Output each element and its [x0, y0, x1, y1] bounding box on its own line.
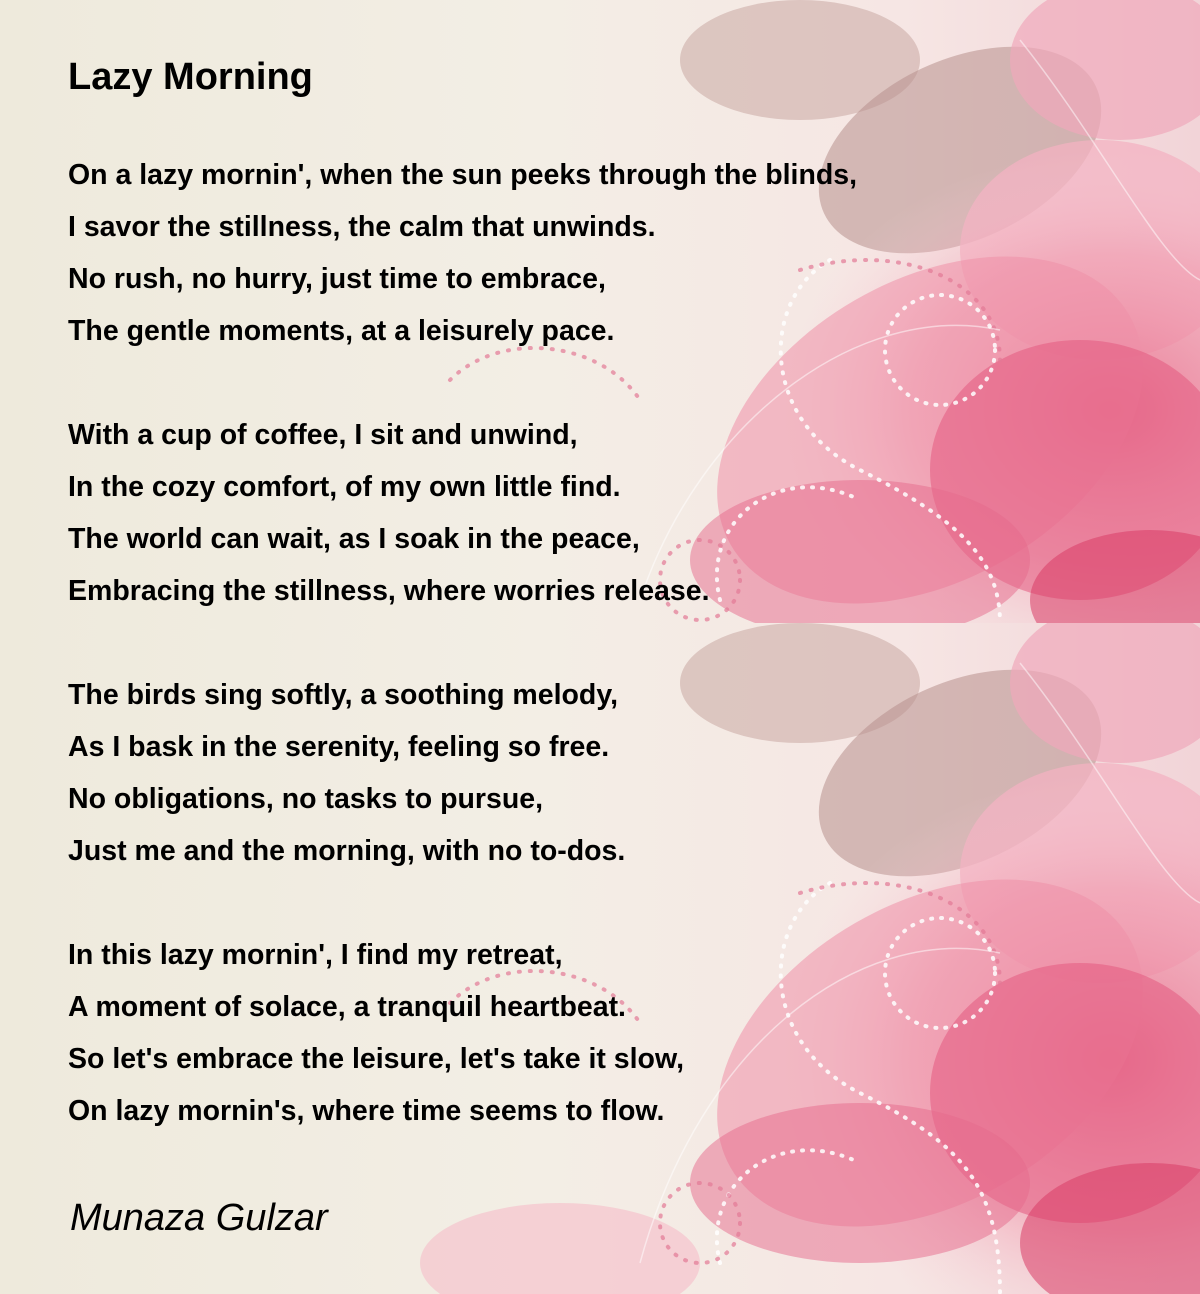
poem-line: In this lazy mornin', I find my retreat, — [68, 939, 563, 971]
poem-line: With a cup of coffee, I sit and unwind, — [68, 419, 578, 451]
poem-line: The birds sing softly, a soothing melody, — [68, 679, 618, 711]
poem-line: No obligations, no tasks to pursue, — [68, 783, 544, 815]
poem-title: Lazy Morning — [68, 56, 313, 98]
poem-line: In the cozy comfort, of my own little find. — [68, 471, 621, 503]
poem-line: Just me and the morning, with no to-dos. — [68, 835, 626, 867]
poem-author: Munaza Gulzar — [70, 1197, 328, 1239]
poem-line: On lazy mornin's, where time seems to flow. — [68, 1095, 665, 1127]
poem-line: On a lazy mornin', when the sun peeks through the blinds, — [68, 159, 858, 191]
poem-line: I savor the stillness, the calm that unwinds. — [68, 211, 656, 243]
stanza-4 — [68, 929, 684, 1137]
poem-line: The world can wait, as I soak in the peace, — [68, 523, 640, 555]
poem-line: The gentle moments, at a leisurely pace. — [68, 315, 615, 347]
poem-line: As I bask in the serenity, feeling so free. — [68, 731, 610, 763]
stanza-2 — [68, 409, 710, 617]
poem-line: So let's embrace the leisure, let's take it slow, — [68, 1043, 684, 1075]
stanza-3 — [68, 669, 625, 877]
poem-line: No rush, no hurry, just time to embrace, — [68, 263, 606, 295]
stanza-1 — [68, 149, 857, 357]
poem-line: A moment of solace, a tranquil heartbeat. — [68, 991, 626, 1023]
poem-line: Embracing the stillness, where worries release. — [68, 575, 710, 607]
